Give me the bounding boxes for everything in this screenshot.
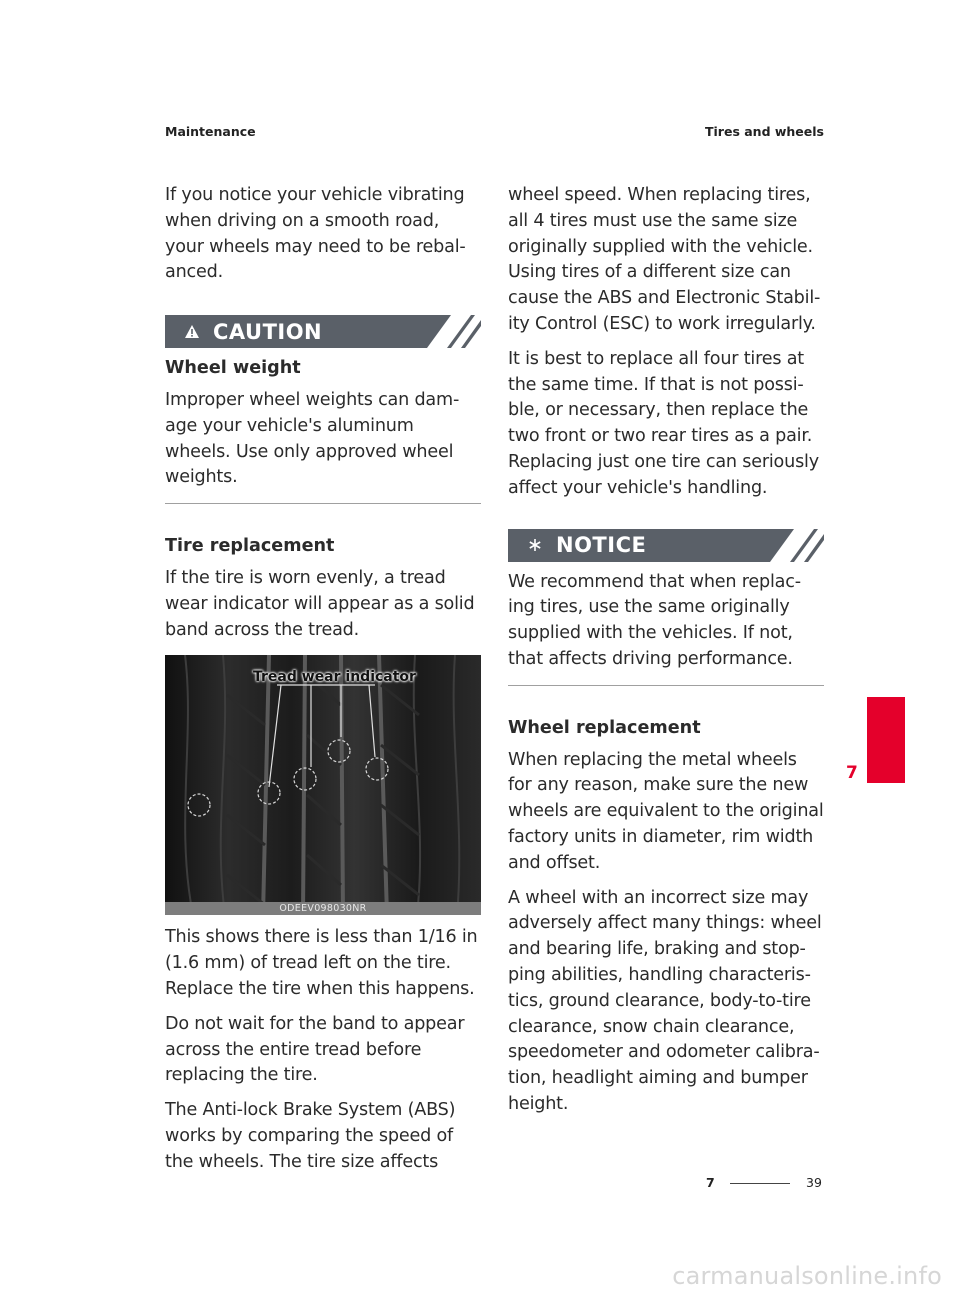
after-figure-paragraph-1: This shows there is less than 1/16 in (1.6 mm) of tread left on the tire. Replace the tire when this happens. xyxy=(165,927,478,999)
footer-rule xyxy=(730,1183,790,1184)
caution-label: CAUTION xyxy=(213,319,323,344)
figure-code: ODEEV098030NR xyxy=(165,902,481,915)
notice-banner xyxy=(508,529,824,562)
footer-chapter-number: 7 xyxy=(706,1175,715,1190)
tire-replacement-text: If the tire is worn evenly, a tread wear indicator will appear as a solid band across the tread. xyxy=(165,567,475,640)
chapter-tab-number: 7 xyxy=(846,763,858,783)
footer-page-number: 39 xyxy=(806,1175,822,1190)
right-paragraph-2: It is best to replace all four tires at the same time. If that is not possi-ble, or necessary, then replace the two front or two rear tires as a pair. Replacing just one tire can seriously affect your vehicle's handling. xyxy=(508,348,819,498)
notice-label: NOTICE xyxy=(556,533,647,558)
banner-slash-decoration xyxy=(764,529,824,562)
after-figure-paragraph-2: Do not wait for the band to appear across the entire tread before replacing the tire. xyxy=(165,1013,465,1086)
notice-text: We recommend that when replac-ing tires, use the same originally supplied with the vehicles. If not, that affects driving performance. xyxy=(508,571,801,669)
running-header-section: Maintenance xyxy=(165,124,256,139)
right-paragraph-1: wheel speed. When replacing tires, all 4 tires must use the same size originally supplied with the vehicle. Using tires of a different size can cause the ABS and Electronic Stabil-ity Control (ESC) to work irregularly. xyxy=(508,185,821,334)
wheel-replacement-paragraph-1: When replacing the metal wheels for any reason, make sure the new wheels are equivalent to the original factory units in diameter, rim width and offset. xyxy=(508,749,824,873)
running-header-topic: Tires and wheels xyxy=(704,124,824,139)
watermark: carmanualsonline.info xyxy=(672,1262,942,1290)
tread-wear-figure xyxy=(165,655,481,915)
asterisk-icon xyxy=(528,538,542,552)
intro-paragraph: If you notice your vehicle vibrating when driving on a smooth road, your wheels may need to be rebal-anced. xyxy=(165,185,466,283)
wheel-replacement-paragraph-2: A wheel with an incorrect size may adversely affect many things: wheel and bearing life, braking and stop-ping abilities, handling characteris-tics, ground clearance, body-to-tire clearance, snow chain clearance, speedometer and odometer calibra-tion, headlight aiming and bumper height. xyxy=(508,887,822,1114)
banner-slash-decoration xyxy=(421,315,481,348)
tire-replacement-heading: Tire replacement xyxy=(165,536,335,557)
right-column xyxy=(508,183,824,1127)
wheel-replacement-heading: Wheel replacement xyxy=(508,717,701,738)
tire-tread-illustration xyxy=(165,655,481,915)
figure-callout-label: Tread wear indicator xyxy=(253,669,416,686)
caution-banner xyxy=(165,315,481,348)
after-figure-paragraph-3: The Anti-lock Brake System (ABS) works by comparing the speed of the wheels. The tire size affects xyxy=(165,1100,456,1172)
left-column xyxy=(165,183,481,1185)
warning-triangle-icon xyxy=(185,325,199,338)
chapter-tab-marker xyxy=(867,697,905,783)
caution-title: Wheel weight xyxy=(165,358,301,379)
caution-text: Improper wheel weights can dam-age your vehicle's aluminum wheels. Use only approved wheel weights. xyxy=(165,389,460,488)
